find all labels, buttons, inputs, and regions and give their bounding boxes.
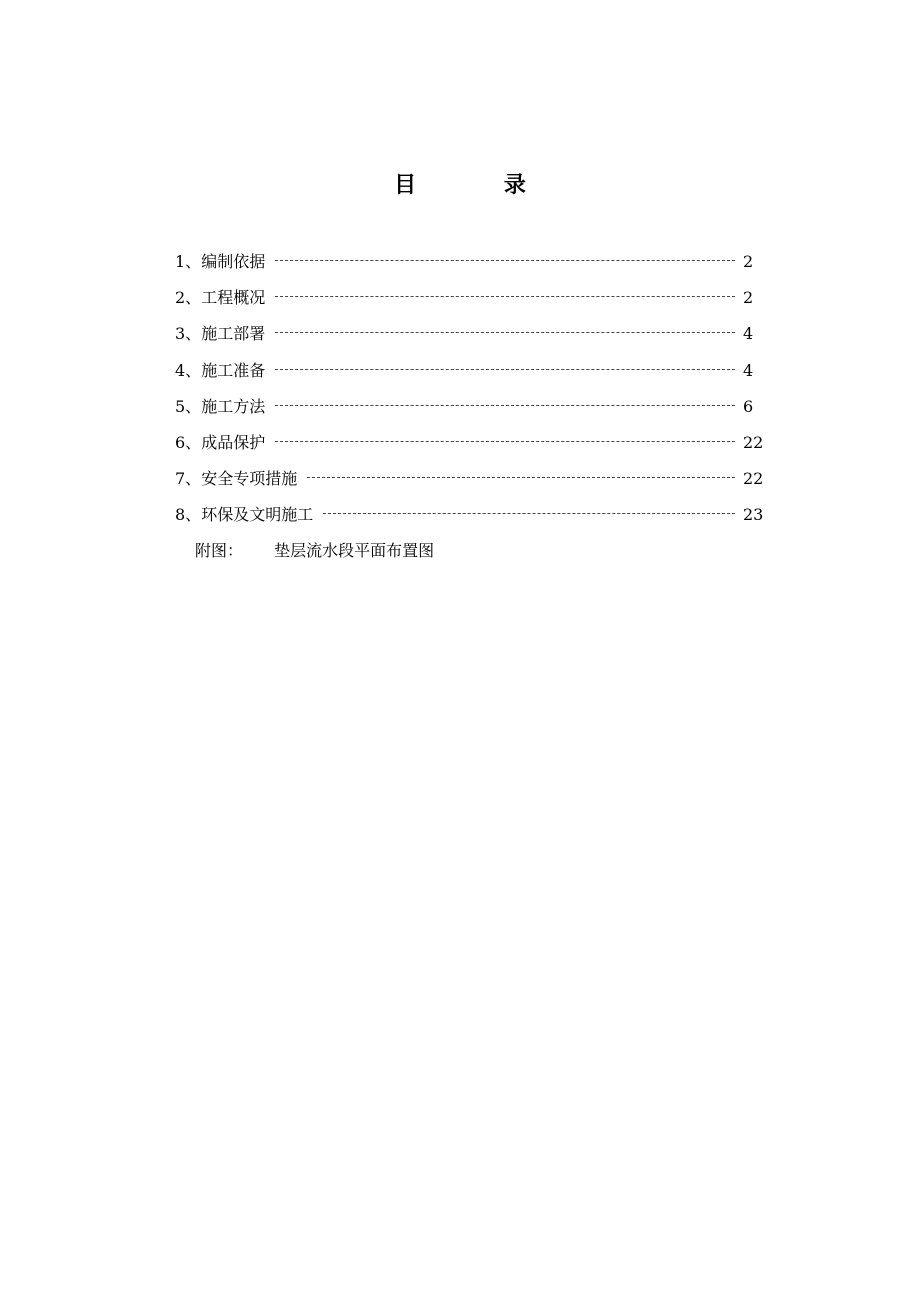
toc-entry-number: 5、 (175, 396, 202, 416)
toc-entry[interactable] (175, 284, 765, 320)
appendix-line (195, 537, 434, 565)
toc-entry-page: 22 (743, 469, 764, 489)
toc-entry-page: 2 (743, 288, 754, 308)
toc-entry-title: 工程概况 (201, 288, 266, 308)
toc-entry-number: 3、 (175, 324, 202, 344)
toc-entry[interactable] (175, 357, 765, 393)
toc-entry[interactable] (175, 320, 765, 356)
toc-leader-dashes (275, 369, 735, 370)
toc-leader-dashes (307, 477, 735, 478)
page-title: 目 录 (394, 172, 566, 198)
toc-entry-number: 8、 (175, 505, 202, 525)
toc-entry-title: 施工部署 (201, 324, 266, 344)
toc-entry-number: 6、 (175, 432, 202, 452)
toc-entry[interactable] (175, 429, 765, 465)
toc-leader-dashes (275, 405, 735, 406)
toc-entry-title: 施工准备 (201, 360, 266, 380)
toc-leader-dashes (275, 260, 735, 261)
toc-entry-number: 1、 (175, 252, 202, 271)
toc-leader-dashes (275, 332, 735, 333)
toc-entry-title: 施工方法 (201, 396, 266, 416)
toc-entry-number: 2、 (175, 288, 202, 308)
toc-leader-dashes (275, 296, 735, 297)
toc-entry-page: 6 (743, 396, 754, 416)
toc-entry-page: 23 (743, 505, 764, 525)
toc-entry-title: 环保及文明施工 (201, 505, 314, 525)
toc-entry[interactable] (175, 465, 765, 501)
toc-entry-page: 22 (743, 432, 764, 452)
toc-entry[interactable] (175, 393, 765, 429)
toc-entry-number: 4、 (175, 360, 202, 380)
toc-entry-page: 4 (743, 360, 754, 380)
toc-entry-page: 2 (743, 252, 754, 271)
toc-entry[interactable] (175, 501, 765, 537)
toc-leader-dashes (323, 513, 735, 514)
toc-entry-title: 安全专项措施 (201, 469, 298, 489)
toc-entry-title: 编制依据 (201, 252, 266, 271)
toc-leader-dashes (275, 441, 735, 442)
toc-entry-title: 成品保护 (201, 432, 266, 452)
toc-entry-number: 7、 (175, 469, 202, 489)
toc-entry[interactable] (175, 248, 765, 284)
appendix-title[interactable]: 垫层流水段平面布置图 (274, 541, 435, 560)
table-of-contents (175, 248, 765, 538)
appendix-label: 附图： (195, 541, 244, 560)
toc-entry-page: 4 (743, 324, 754, 344)
